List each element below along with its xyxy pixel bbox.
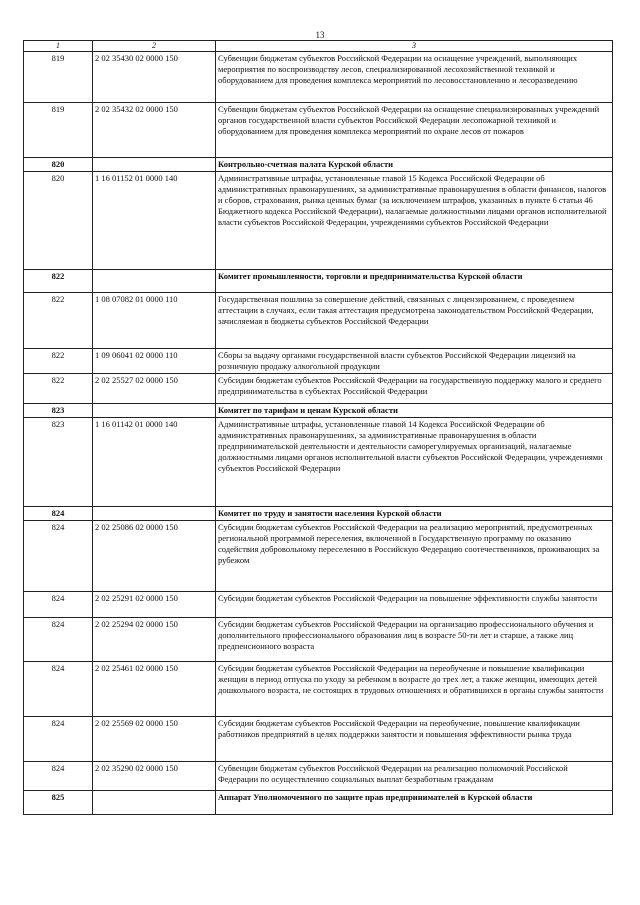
description-cell: Субвенции бюджетам субъектов Российской Федерации на оснащение учреждений, выполняющих мероприятия по воспроизводству лесов, специализированной лесохозяйственной техникой и оборудованием для проведения комплекса мероприятий по лесовосстановлению и лесоразведению — [216, 52, 613, 103]
income-code-cell — [93, 158, 216, 172]
column-number-row — [24, 41, 613, 52]
description-cell: Субсидии бюджетам субъектов Российской Федерации на государственную поддержку малого и среднего предпринимательства в субъектах Российской Федерации — [216, 374, 613, 404]
table-row — [24, 293, 613, 349]
description-cell: Субсидии бюджетам субъектов Российской Федерации на повышение эффективности службы занятости — [216, 592, 613, 618]
table-row — [24, 717, 613, 762]
admin-code-cell: 823 — [24, 418, 93, 507]
section-row — [24, 158, 613, 172]
table-row — [24, 103, 613, 158]
income-code-cell: 1 16 01152 01 0000 140 — [93, 172, 216, 270]
admin-code-cell: 823 — [24, 404, 93, 418]
admin-code-cell: 824 — [24, 762, 93, 791]
admin-code-cell: 819 — [24, 103, 93, 158]
admin-code-cell: 824 — [24, 662, 93, 717]
description-cell: Субвенции бюджетам субъектов Российской Федерации на оснащение специализированных учреждений органов государственной власти субъектов Российской Федерации лесопожарной техникой и оборудованием для проведения комплекса мероприятий по охране лесов от пожаров — [216, 103, 613, 158]
column-number: 2 — [93, 41, 216, 52]
income-code-cell — [93, 404, 216, 418]
income-code-cell — [93, 791, 216, 815]
admin-code-cell: 822 — [24, 374, 93, 404]
section-title-cell: Аппарат Уполномоченного по защите прав предпринимателей в Курской области — [216, 791, 613, 815]
section-row — [24, 270, 613, 293]
income-codes-table — [23, 40, 613, 815]
table-row — [24, 349, 613, 374]
page-number: 13 — [315, 30, 325, 40]
income-code-cell: 2 02 25291 02 0000 150 — [93, 592, 216, 618]
table-row — [24, 374, 613, 404]
column-number: 3 — [216, 41, 613, 52]
income-code-cell: 2 02 35430 02 0000 150 — [93, 52, 216, 103]
description-cell: Субсидии бюджетам субъектов Российской Федерации на реализацию мероприятий, предусмотренных региональной программой переселения, включенной в Государственную программу по оказанию содействия добровольному переселению в Российскую Федерацию соотечественников, проживающих за рубежом — [216, 521, 613, 592]
admin-code-cell: 824 — [24, 521, 93, 592]
admin-code-cell: 819 — [24, 52, 93, 103]
income-code-cell: 1 16 01142 01 0000 140 — [93, 418, 216, 507]
description-cell: Сборы за выдачу органами государственной власти субъектов Российской Федерации лицензий на розничную продажу алкогольной продукции — [216, 349, 613, 374]
column-number: 1 — [24, 41, 93, 52]
admin-code-cell: 822 — [24, 349, 93, 374]
admin-code-cell: 822 — [24, 293, 93, 349]
income-code-cell: 2 02 35432 02 0000 150 — [93, 103, 216, 158]
admin-code-cell: 820 — [24, 172, 93, 270]
admin-code-cell: 825 — [24, 791, 93, 815]
description-cell: Государственная пошлина за совершение действий, связанных с лицензированием, с проведением аттестации в случаях, если такая аттестация предусмотрена законодательством Российской Федерации, зачисляемая в бюджеты субъектов Российской Федерации — [216, 293, 613, 349]
description-cell: Административные штрафы, установленные главой 14 Кодекса Российской Федерации об административных правонарушениях, за административные правонарушения в области предпринимательской деятельности и деятельности саморегулируемых организаций, налагаемые должностными лицами органов исполнительной власти субъектов Российской Федерации, учреждениями субъектов Российской Федерации — [216, 418, 613, 507]
table-row — [24, 762, 613, 791]
income-code-cell: 1 08 07082 01 0000 110 — [93, 293, 216, 349]
admin-code-cell: 824 — [24, 592, 93, 618]
section-row — [24, 404, 613, 418]
table-row — [24, 172, 613, 270]
description-cell: Субсидии бюджетам субъектов Российской Федерации на организацию профессионального обучения и дополнительного профессионального образования лиц в возрасте 50-ти лет и старше, а также лиц предпенсионного возраста — [216, 618, 613, 662]
admin-code-cell: 824 — [24, 618, 93, 662]
section-title-cell: Контрольно-счетная палата Курской области — [216, 158, 613, 172]
section-title-cell: Комитет промышленности, торговли и предпринимательства Курской области — [216, 270, 613, 293]
income-code-cell — [93, 507, 216, 521]
description-cell: Субсидии бюджетам субъектов Российской Федерации на переобучение и повышение квалификации женщин в период отпуска по уходу за ребенком в возрасте до трех лет, а также женщин, имеющих детей дошкольного возраста, не состоящих в трудовых отношениях и обратившихся в органы службы занятости — [216, 662, 613, 717]
table-row — [24, 618, 613, 662]
income-code-cell: 1 09 06041 02 0000 110 — [93, 349, 216, 374]
section-title-cell: Комитет по труду и занятости населения Курской области — [216, 507, 613, 521]
admin-code-cell: 824 — [24, 507, 93, 521]
table-row — [24, 52, 613, 103]
income-code-cell: 2 02 35290 02 0000 150 — [93, 762, 216, 791]
income-code-cell: 2 02 25294 02 0000 150 — [93, 618, 216, 662]
admin-code-cell: 820 — [24, 158, 93, 172]
admin-code-cell: 824 — [24, 717, 93, 762]
description-cell: Субвенции бюджетам субъектов Российской Федерации на реализацию полномочий Российской Федерации по осуществлению социальных выплат безработным гражданам — [216, 762, 613, 791]
income-code-cell — [93, 270, 216, 293]
income-code-cell: 2 02 25086 02 0000 150 — [93, 521, 216, 592]
table-row — [24, 521, 613, 592]
admin-code-cell: 822 — [24, 270, 93, 293]
table-row — [24, 592, 613, 618]
income-code-cell: 2 02 25527 02 0000 150 — [93, 374, 216, 404]
income-code-cell: 2 02 25569 02 0000 150 — [93, 717, 216, 762]
income-code-cell: 2 02 25461 02 0000 150 — [93, 662, 216, 717]
section-row — [24, 507, 613, 521]
section-row — [24, 791, 613, 815]
section-title-cell: Комитет по тарифам и ценам Курской области — [216, 404, 613, 418]
table-row — [24, 662, 613, 717]
table-row — [24, 418, 613, 507]
description-cell: Административные штрафы, установленные главой 15 Кодекса Российской Федерации об административных правонарушениях, за административные правонарушения в области финансов, налогов и сборов, страхования, рынка ценных бумаг (за исключением штрафов, указанных в пункте 6 статьи 46 Бюджетного кодекса Российской Федерации), налагаемые должностными лицами органов исполнительной власти субъектов Российской Федерации, учреждениями субъектов Российской Федерации — [216, 172, 613, 270]
description-cell: Субсидии бюджетам субъектов Российской Федерации на переобучение, повышение квалификации работников предприятий в целях поддержки занятости и повышения эффективности рынка труда — [216, 717, 613, 762]
